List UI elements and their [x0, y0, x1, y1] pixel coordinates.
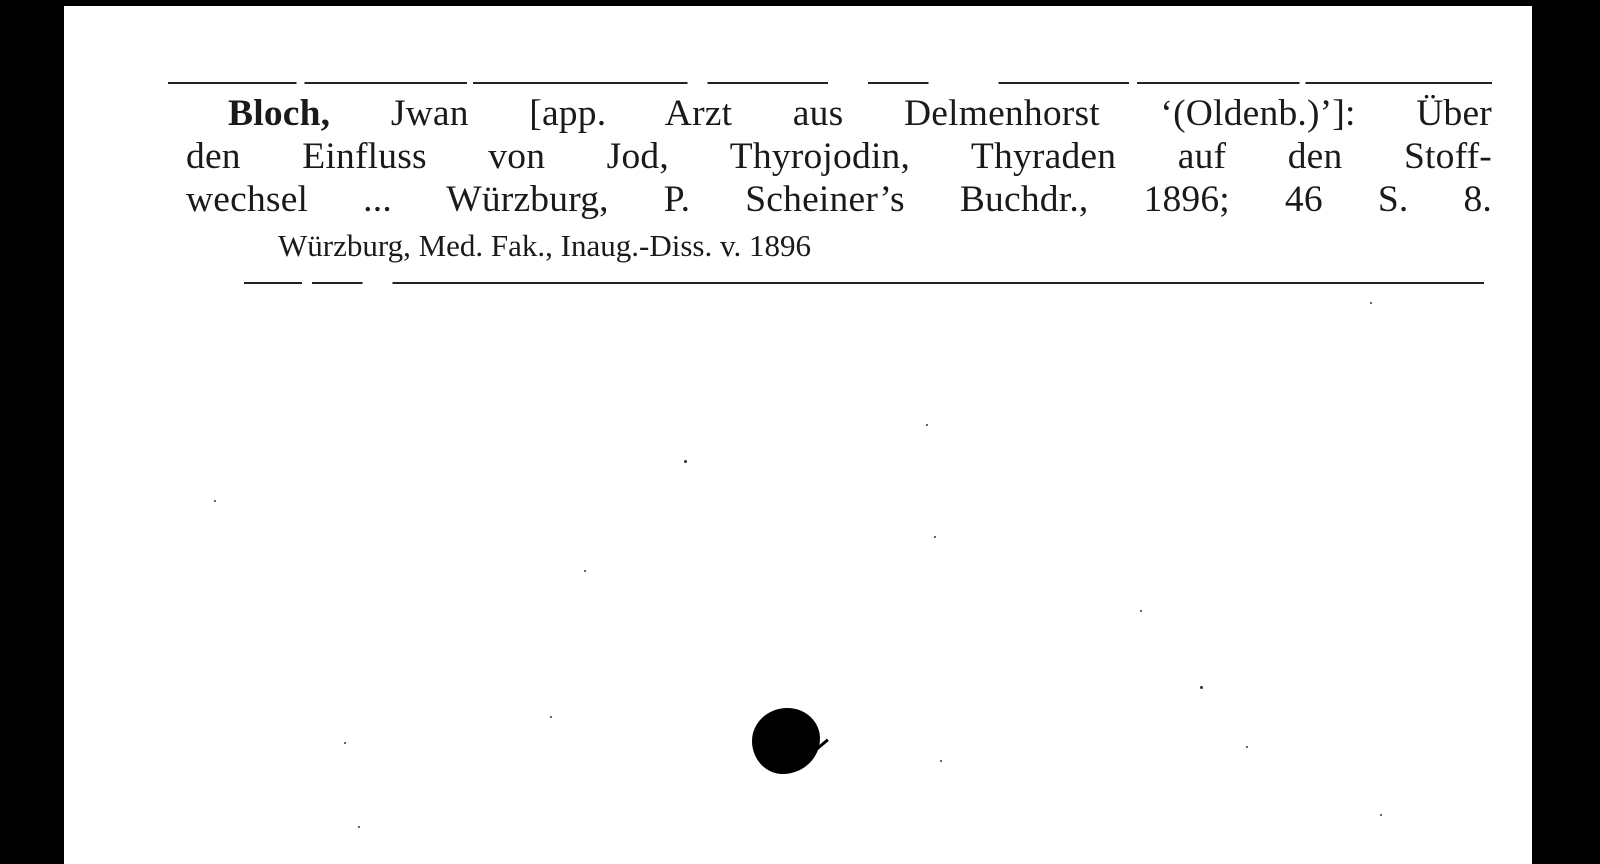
speck [684, 460, 687, 463]
author-surname: Bloch, [228, 93, 331, 134]
entry-line-1-rest: Jwan [app. Arzt aus Delmenhorst ‘(Oldenb.)’]: Über [330, 93, 1492, 134]
speck [1370, 302, 1372, 304]
speck [1200, 686, 1203, 689]
bottom-rule [244, 282, 1484, 284]
entry-line-3: wechsel ... Würzburg, P. Scheiner’s Buchdr., 1896; 46 S. 8. [186, 179, 1492, 220]
speck [584, 570, 586, 572]
speck [934, 536, 936, 538]
entry-line-2: den Einfluss von Jod, Thyrojodin, Thyraden auf den Stoff- [186, 136, 1492, 177]
speck [550, 716, 552, 718]
speck [926, 424, 928, 426]
catalog-card [64, 6, 1532, 864]
speck [1246, 746, 1248, 748]
speck [344, 742, 346, 744]
top-rule [168, 82, 1492, 84]
speck [358, 826, 360, 828]
speck [1140, 610, 1142, 612]
bibliographic-entry [186, 92, 1492, 221]
entry-line-1 [186, 92, 1492, 135]
dissertation-note: Würzburg, Med. Fak., Inaug.-Diss. v. 1896 [278, 228, 811, 263]
speck [1380, 814, 1382, 816]
speck [940, 760, 942, 762]
speck [214, 500, 216, 502]
ink-blot [752, 708, 820, 774]
